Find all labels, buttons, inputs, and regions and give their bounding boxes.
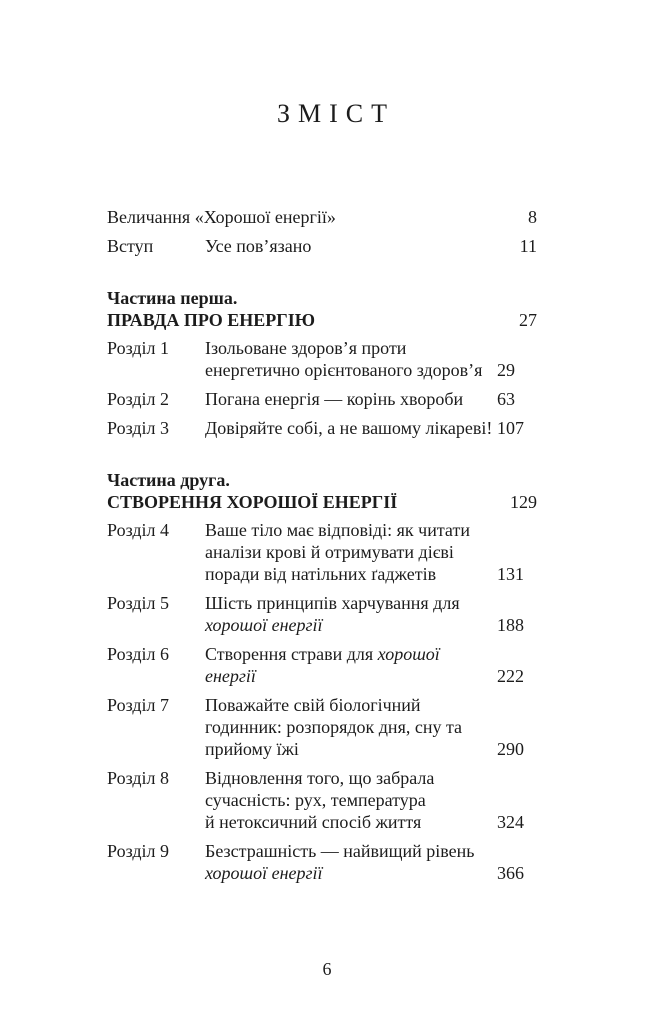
- page-ref: 131: [497, 564, 524, 584]
- title-text-italic: хорошої енергії: [205, 615, 323, 635]
- toc-entry: [107, 519, 537, 585]
- title-line: [205, 840, 497, 862]
- toc-entry: [107, 767, 537, 833]
- title-line: [205, 614, 497, 636]
- title-text: Усе пов’язано: [205, 236, 312, 256]
- title-text-italic: хорошої: [377, 644, 440, 664]
- title-line: [205, 592, 497, 614]
- chapter-label: Розділ 9: [107, 841, 169, 861]
- title-line: [205, 643, 497, 665]
- chapter-title: [205, 694, 497, 760]
- toc-entry: [107, 337, 537, 381]
- page-ref: 107: [497, 418, 524, 438]
- title-text: поради від натільних ґаджетів: [205, 564, 437, 584]
- title-text: Безстрашність — найвищий рівень: [205, 841, 475, 861]
- chapter-label: Розділ 8: [107, 768, 169, 788]
- chapter-title: [205, 417, 497, 439]
- title-text: аналізи крові й отримувати дієві: [205, 542, 454, 562]
- page-ref: 63: [497, 389, 515, 409]
- title-text: Шість принципів харчування для: [205, 593, 460, 613]
- title-text: Ваше тіло має відповіді: як читати: [205, 520, 470, 540]
- title-line: [205, 862, 497, 884]
- toc-entry: [107, 694, 537, 760]
- title-text: прийому їжі: [205, 739, 299, 759]
- title-line: [205, 388, 497, 410]
- part-heading-line2: ПРАВДА ПРО ЕНЕРГІЮ: [107, 310, 316, 330]
- title-text: Відновлення того, що забрала: [205, 768, 435, 788]
- page-ref: 366: [497, 863, 524, 883]
- chapter-title: [205, 767, 497, 833]
- part-heading-line2: СТВОРЕННЯ ХОРОШОЇ ЕНЕРГІЇ: [107, 492, 398, 512]
- title-text: Поважайте свій біологічний: [205, 695, 421, 715]
- page-ref: 11: [519, 236, 537, 256]
- chapter-label: Розділ 3: [107, 418, 169, 438]
- chapter-label: Розділ 4: [107, 520, 169, 540]
- part-heading-line1: Частина друга.: [107, 470, 230, 490]
- chapter-title: [205, 840, 497, 884]
- title-text: енергетично орієнтованого здоров’я: [205, 360, 483, 380]
- table-of-contents: [107, 206, 537, 884]
- page-ref: 129: [510, 492, 537, 512]
- page-ref: 188: [497, 615, 524, 635]
- folio-page-number: 6: [322, 959, 332, 979]
- title-line: [205, 694, 497, 716]
- title-line: [205, 811, 497, 833]
- title-line: [205, 417, 497, 439]
- title-line: [205, 767, 497, 789]
- toc-entry: [107, 643, 537, 687]
- title-text: годинник: розпорядок дня, сну та: [205, 717, 463, 737]
- chapter-label: Розділ 2: [107, 389, 169, 409]
- title-line: [205, 359, 497, 381]
- title-text: й нетоксичний спосіб життя: [205, 812, 422, 832]
- title-line: [205, 563, 497, 585]
- title-line: [205, 789, 497, 811]
- toc-entry: [107, 235, 537, 257]
- title-line: [205, 665, 497, 687]
- entry-title: [205, 235, 497, 257]
- title-text: Погана енергія — корінь хвороби: [205, 389, 464, 409]
- chapter-label: Розділ 7: [107, 695, 169, 715]
- chapter-title: [205, 592, 497, 636]
- page-title: ЗМІСТ: [276, 99, 396, 128]
- toc-entry: [107, 206, 537, 228]
- part-heading-row: [107, 309, 537, 331]
- title-text: Величання «Хорошої енергії»: [107, 207, 336, 227]
- title-line: [205, 541, 497, 563]
- chapter-title: [205, 337, 497, 381]
- chapter-label: Розділ 1: [107, 338, 169, 358]
- toc-part-2: [107, 469, 537, 884]
- title-text: Довіряйте собі, а не вашому лікареві!: [205, 418, 493, 438]
- part-heading-line1: Частина перша.: [107, 288, 238, 308]
- chapter-title: [205, 388, 497, 410]
- title-text: Ізольоване здоров’я проти: [205, 338, 407, 358]
- title-text: сучасність: рух, температура: [205, 790, 426, 810]
- toc-entry: [107, 840, 537, 884]
- page-ref: 290: [497, 739, 524, 759]
- title-text: Створення страви для: [205, 644, 378, 664]
- entry-title: [107, 206, 497, 228]
- chapter-title: [205, 519, 497, 585]
- toc-entry: [107, 592, 537, 636]
- title-line: [205, 738, 497, 760]
- title-text-italic: хорошої енергії: [205, 863, 323, 883]
- toc-entry: [107, 388, 537, 410]
- title-line: [107, 206, 497, 228]
- title-line: [205, 235, 497, 257]
- chapter-title: [205, 643, 497, 687]
- toc-part-1: [107, 287, 537, 439]
- part-heading-row: [107, 491, 537, 513]
- chapter-label: Розділ 6: [107, 644, 169, 664]
- title-line: [205, 716, 497, 738]
- page-ref: 8: [528, 207, 537, 227]
- page-ref: 29: [497, 360, 515, 380]
- page-ref: 27: [519, 310, 537, 330]
- page-ref: 324: [497, 812, 524, 832]
- entry-label: Вступ: [107, 236, 154, 256]
- title-text-italic: енергії: [205, 666, 256, 686]
- title-line: [205, 337, 497, 359]
- page-ref: 222: [497, 666, 524, 686]
- chapter-label: Розділ 5: [107, 593, 169, 613]
- title-line: [205, 519, 497, 541]
- toc-entry: [107, 417, 537, 439]
